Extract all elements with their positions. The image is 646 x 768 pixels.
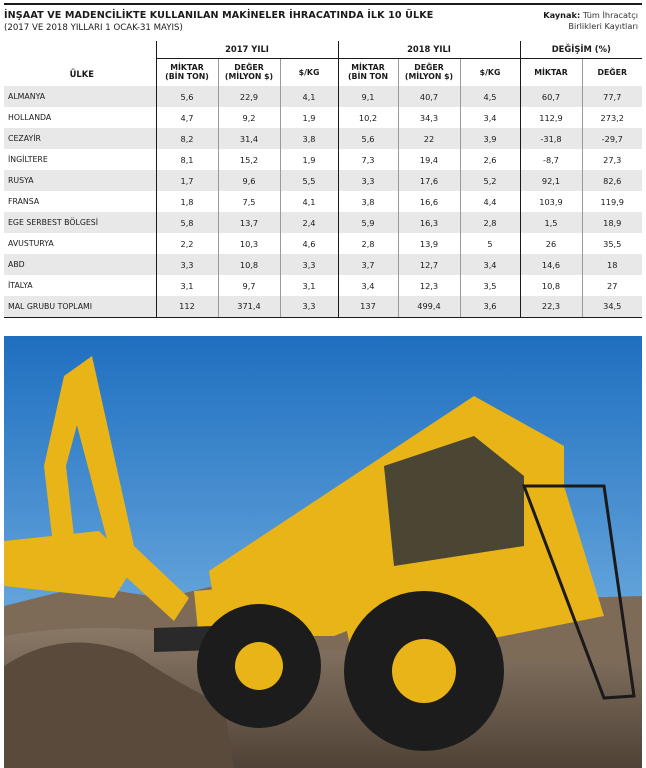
cell-miktar-change: -31,8	[520, 128, 582, 149]
cell-deger-2018: 13,9	[398, 233, 460, 254]
cell-miktar-2018: 3,7	[338, 254, 398, 275]
cell-miktar-2018: 9,1	[338, 86, 398, 107]
cell-miktar-2017: 8,1	[156, 149, 218, 170]
header-deger-2017: DEĞER (MİLYON $)	[218, 58, 280, 86]
cell-deger-2018: 12,3	[398, 275, 460, 296]
header-perkg-2017: $/KG	[280, 58, 338, 86]
cell-miktar-2017: 5,8	[156, 212, 218, 233]
cell-perkg-2017: 3,3	[280, 254, 338, 275]
cell-miktar-change: 10,8	[520, 275, 582, 296]
table-body	[4, 86, 642, 317]
table-row	[4, 275, 642, 296]
cell-country: CEZAYİR	[4, 128, 156, 149]
page-title: İNŞAAT VE MADENCİLİKTE KULLANILAN MAKİNELER İHRACATINDA İLK 10 ÜLKE	[4, 10, 434, 21]
source-line2: Birlikleri Kayıtları	[568, 21, 638, 31]
cell-perkg-2017: 2,4	[280, 212, 338, 233]
table-row	[4, 170, 642, 191]
cell-perkg-2017: 3,1	[280, 275, 338, 296]
cell-miktar-2018: 5,6	[338, 128, 398, 149]
cell-deger-2018: 34,3	[398, 107, 460, 128]
cell-perkg-2018: 4,5	[460, 86, 520, 107]
header-miktar-2017: MİKTAR (BİN TON)	[156, 58, 218, 86]
cell-deger-2017: 9,2	[218, 107, 280, 128]
cell-miktar-2018: 10,2	[338, 107, 398, 128]
table-row	[4, 107, 642, 128]
cell-country: ABD	[4, 254, 156, 275]
cell-miktar-2018: 3,8	[338, 191, 398, 212]
cell-perkg-2017: 4,1	[280, 191, 338, 212]
cell-perkg-2017: 4,1	[280, 86, 338, 107]
cell-country: HOLLANDA	[8, 113, 52, 122]
cell-country: EGE SERBEST BÖLGESİ	[4, 212, 156, 233]
cell-perkg-2018: 2,6	[460, 149, 520, 170]
cell-deger-2018: 12,7	[398, 254, 460, 275]
table-row	[4, 128, 642, 149]
cell-deger-2017: 15,2	[218, 149, 280, 170]
page-subtitle: (2017 VE 2018 YILLARI 1 OCAK-31 MAYIS)	[4, 23, 183, 33]
cell-miktar-change: 1,5	[520, 212, 582, 233]
cell-deger-2017: 9,6	[218, 170, 280, 191]
cell-miktar-2018: 7,3	[338, 149, 398, 170]
cell-deger-2018: 16,6	[398, 191, 460, 212]
cell-miktar-change: 103,9	[520, 191, 582, 212]
cell-deger-2017: 7,5	[218, 191, 280, 212]
cell-deger-2017: 13,7	[218, 212, 280, 233]
cell-miktar-2018: 2,8	[338, 233, 398, 254]
cell-miktar-2017: 3,1	[156, 275, 218, 296]
cell-deger-change: 18,9	[582, 212, 642, 233]
cell-miktar-change: 92,1	[520, 170, 582, 191]
cell-deger-change: 35,5	[582, 233, 642, 254]
cell-miktar-2018: 3,3	[338, 170, 398, 191]
cell-deger-change: 273,2	[582, 107, 642, 128]
cell-miktar-2018: 137	[338, 296, 398, 317]
cell-perkg-2018: 4,4	[460, 191, 520, 212]
cell-deger-2017: 10,8	[218, 254, 280, 275]
cell-miktar-change: 22,3	[520, 296, 582, 317]
cell-country: İNGİLTERE	[8, 155, 48, 164]
header-miktar-2018: MİKTAR (BİN TON	[338, 58, 398, 86]
cell-country: RUSYA	[4, 170, 156, 191]
cell-deger-2018: 40,7	[398, 86, 460, 107]
cell-perkg-2018: 3,9	[460, 128, 520, 149]
cell-perkg-2018: 3,4	[460, 254, 520, 275]
cell-miktar-change: 112,9	[520, 107, 582, 128]
cell-perkg-2017: 5,5	[280, 170, 338, 191]
cell-perkg-2017: 3,8	[280, 128, 338, 149]
header-change: DEĞİŞİM (%)	[520, 41, 642, 58]
cell-deger-2017: 22,9	[218, 86, 280, 107]
cell-country: ALMANYA	[4, 86, 156, 107]
cell-perkg-2018: 5,2	[460, 170, 520, 191]
cell-country: İTALYA	[8, 281, 33, 290]
header-deger-change: DEĞER	[582, 58, 642, 86]
cell-perkg-2018: 3,4	[460, 107, 520, 128]
mining-machinery-photo	[4, 336, 642, 768]
cell-miktar-2017: 2,2	[156, 233, 218, 254]
cell-miktar-2017: 8,2	[156, 128, 218, 149]
cell-perkg-2017: 3,3	[280, 296, 338, 317]
cell-deger-2017: 9,7	[218, 275, 280, 296]
cell-miktar-change: 14,6	[520, 254, 582, 275]
cell-deger-change: 77,7	[582, 86, 642, 107]
cell-miktar-change: -8,7	[520, 149, 582, 170]
cell-deger-2017: 31,4	[218, 128, 280, 149]
cell-perkg-2018: 3,5	[460, 275, 520, 296]
table-row	[4, 254, 642, 275]
header-country: ÜLKE	[69, 68, 94, 79]
cell-perkg-2018: 3,6	[460, 296, 520, 317]
source-label: Kaynak:	[543, 10, 581, 20]
table-row	[4, 296, 642, 317]
cell-deger-2017: 10,3	[218, 233, 280, 254]
cell-deger-2018: 22	[398, 128, 460, 149]
cell-deger-change: -29,7	[582, 128, 642, 149]
cell-deger-2018: 19,4	[398, 149, 460, 170]
cell-deger-change: 27,3	[582, 149, 642, 170]
cell-deger-change: 119,9	[582, 191, 642, 212]
cell-miktar-2017: 5,6	[156, 86, 218, 107]
truck-rear-hub	[235, 642, 283, 690]
cell-deger-2018: 16,3	[398, 212, 460, 233]
table-row	[4, 149, 642, 170]
truck-front-hub	[392, 639, 456, 703]
cell-perkg-2017: 1,9	[280, 149, 338, 170]
export-table	[4, 41, 642, 318]
header-deger-2018: DEĞER (MİLYON $)	[398, 58, 460, 86]
cell-perkg-2017: 4,6	[280, 233, 338, 254]
title-rule	[4, 3, 642, 5]
cell-deger-change: 82,6	[582, 170, 642, 191]
cell-miktar-2017: 1,7	[156, 170, 218, 191]
header-2017: 2017 YILI	[156, 41, 338, 58]
source-note	[543, 10, 638, 32]
header-2018: 2018 YILI	[338, 41, 520, 58]
table-row	[4, 86, 642, 107]
source-line1: Tüm İhracatçı	[582, 10, 638, 20]
header-perkg-2018: $/KG	[460, 58, 520, 86]
cell-miktar-2017: 112	[156, 296, 218, 317]
cell-perkg-2018: 2,8	[460, 212, 520, 233]
cell-miktar-change: 26	[520, 233, 582, 254]
cell-country: MAL GRUBU TOPLAMI	[4, 296, 156, 317]
cell-perkg-2018: 5	[460, 233, 520, 254]
cell-miktar-2017: 1,8	[156, 191, 218, 212]
cell-deger-2018: 17,6	[398, 170, 460, 191]
table-row	[4, 233, 642, 254]
cell-miktar-2017: 3,3	[156, 254, 218, 275]
table-row	[4, 212, 642, 233]
cell-deger-change: 27	[582, 275, 642, 296]
cell-deger-2018: 499,4	[398, 296, 460, 317]
cell-deger-change: 18	[582, 254, 642, 275]
cell-miktar-change: 60,7	[520, 86, 582, 107]
header-miktar-change: MİKTAR	[520, 58, 582, 86]
cell-country: FRANSA	[8, 197, 40, 206]
cell-country: AVUSTURYA	[8, 239, 54, 248]
table-row	[4, 191, 642, 212]
cell-deger-change: 34,5	[582, 296, 642, 317]
cell-miktar-2018: 3,4	[338, 275, 398, 296]
cell-miktar-2018: 5,9	[338, 212, 398, 233]
cell-perkg-2017: 1,9	[280, 107, 338, 128]
cell-deger-2017: 371,4	[218, 296, 280, 317]
cell-miktar-2017: 4,7	[156, 107, 218, 128]
